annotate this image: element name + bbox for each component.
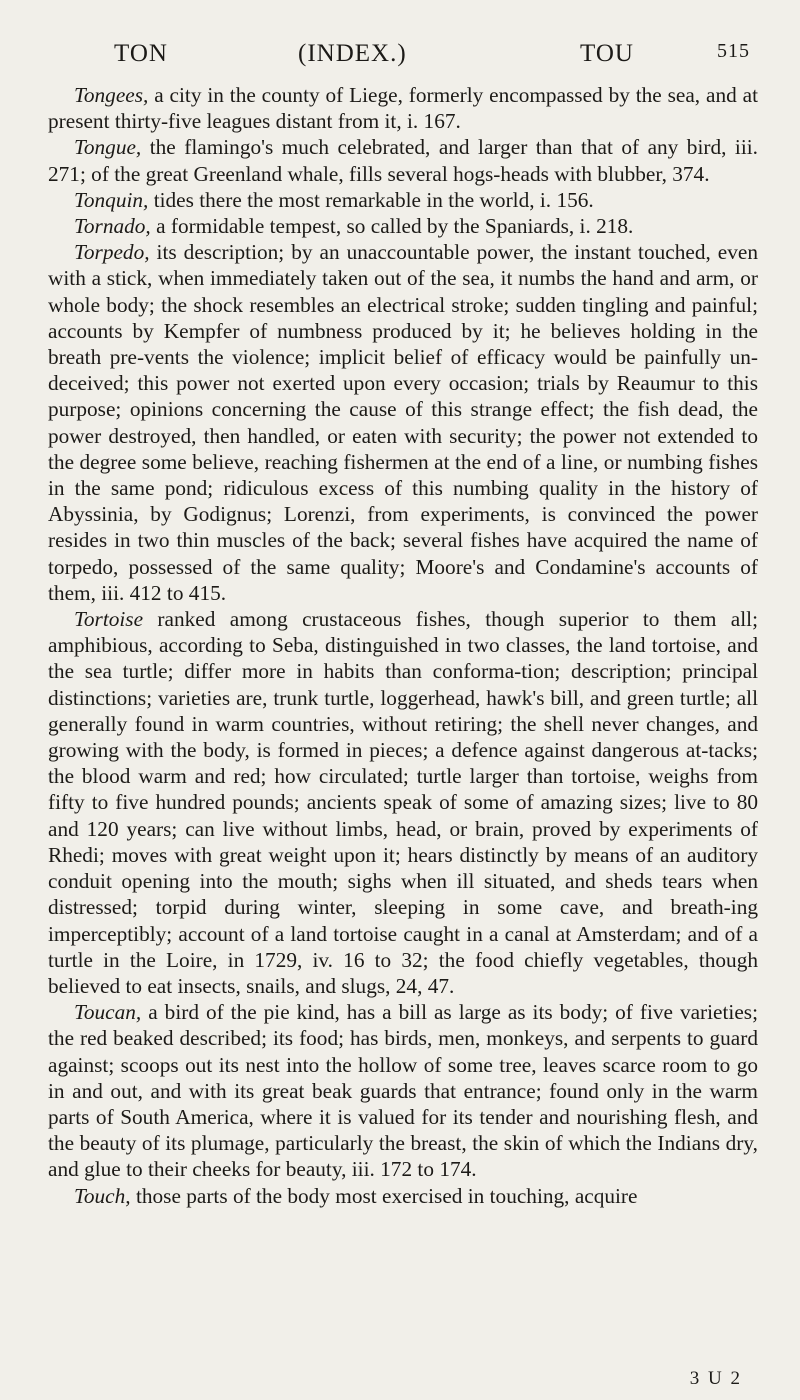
index-entry [48,82,758,134]
index-entry [48,999,758,1182]
entry-term: Torpedo, [74,240,150,265]
entry-term: Tornado, [74,214,151,239]
header-center-title: (INDEX.) [298,40,407,67]
entry-text: its description; by an unaccountable power, the instant touched, even with a stick, when immediately taken out of the sea, it numbs the hand and arm, or whole body; the shock resembles an electrical stroke; sudden tingling and painful; accounts by Kempfer of numbness produced by it; he believes holding in the breath pre-vents the violence; implicit belief of efficacy would be painfully un-deceived; this power not exerted upon every occasion; trials by Reaumur to this purpose; opinions concerning the cause of this strange effect; the fish dead, the power destroyed, then handled, or eaten with security; the power not extended to the degree some believe, reaching fishermen at the end of a line, or numbing fishes in the same pond; ridiculous excess of this numbing quality in the history of Abyssinia, by Godignus; Lorenzi, from experiments, is convinced the power resides in two thin muscles of the back; several fishes have acquired the name of torpedo, possessed of the same quality; Moore's and Condamine's accounts of them, iii. 412 to 415. [48,240,758,605]
entry-term: Tongees, [74,83,149,107]
header-right-word: TOU [580,40,634,67]
page-number: 515 [717,40,750,62]
entry-text: a formidable tempest, so called by the Spaniards, i. 218. [150,214,634,239]
index-entry [48,134,758,186]
entry-text: a city in the county of Liege, formerly encompassed by the sea, and at present thirty-five leagues distant from it, i. 167. [48,83,758,134]
index-entry [48,187,758,213]
entry-term: Tonquin, [74,187,149,212]
printer-signature-mark: 3 U 2 [689,1368,742,1389]
header-left-word: TON [114,40,168,67]
index-entry [48,239,758,606]
entry-term: Toucan, [74,1000,142,1025]
entry-term: Tortoise [74,607,144,632]
entry-text: those parts of the body most exercised in touching, acquire [130,1183,638,1208]
running-header [48,22,758,66]
index-entry [48,606,758,999]
entry-term: Tongue, [74,135,142,160]
entry-text: ranked among crustaceous fishes, though superior to them all; amphibious, according to Seba, distinguished in two classes, the land tortoise, and the sea turtle; differ more in habits than conforma-tion; description; principal distinctions; varieties are, trunk turtle, loggerhead, hawk's bill, and green turtle; all generally found in warm countries, without retiring; the shell never changes, and growing with the body, is formed in pieces; a defence against dangerous at-tacks; the blood warm and red; how circulated; turtle larger than tortoise, weighs from fifty to five hundred pounds; ancients speak of some of amazing sizes; live to 80 and 120 years; can live without limbs, head, or brain, proved by experiments of Rhedi; moves with great weight upon it; hears distinctly by means of an auditory conduit opening into the mouth; sighs when ill situated, and sheds tears when distressed; torpid during winter, sleeping in some cave, and breath-ing imperceptibly; account of a land tortoise caught in a canal at Amsterdam; and of a turtle in the Loire, in 1729, iv. 16 to 32; the food chiefly vegetables, though believed to eat insects, snails, and slugs, 24, 47. [48,607,758,998]
entry-text: tides there the most remarkable in the world, i. 156. [148,187,594,212]
entry-text: a bird of the pie kind, has a bill as large as its body; of five varieties; the red beaked described; its food; has birds, men, monkeys, and serpents to guard against; scoops out its nest into the hollow of some tree, leaves scarce room to go in and out, and with its great beak guards that entrance; found only in the warm parts of South America, where it is valued for its tender and nourishing flesh, and the beauty of its plumage, particularly the breast, the skin of which the Indians dry, and glue to their cheeks for beauty, iii. 172 to 174. [48,1000,758,1182]
index-entry [48,213,758,239]
index-entry [48,1183,758,1209]
entry-term: Touch, [74,1183,131,1208]
index-entries [48,82,758,1209]
entry-text: the flamingo's much celebrated, and larger than that of any bird, iii. 271; of the great Greenland whale, fills several hogs-heads with blubber, 374. [48,135,758,186]
